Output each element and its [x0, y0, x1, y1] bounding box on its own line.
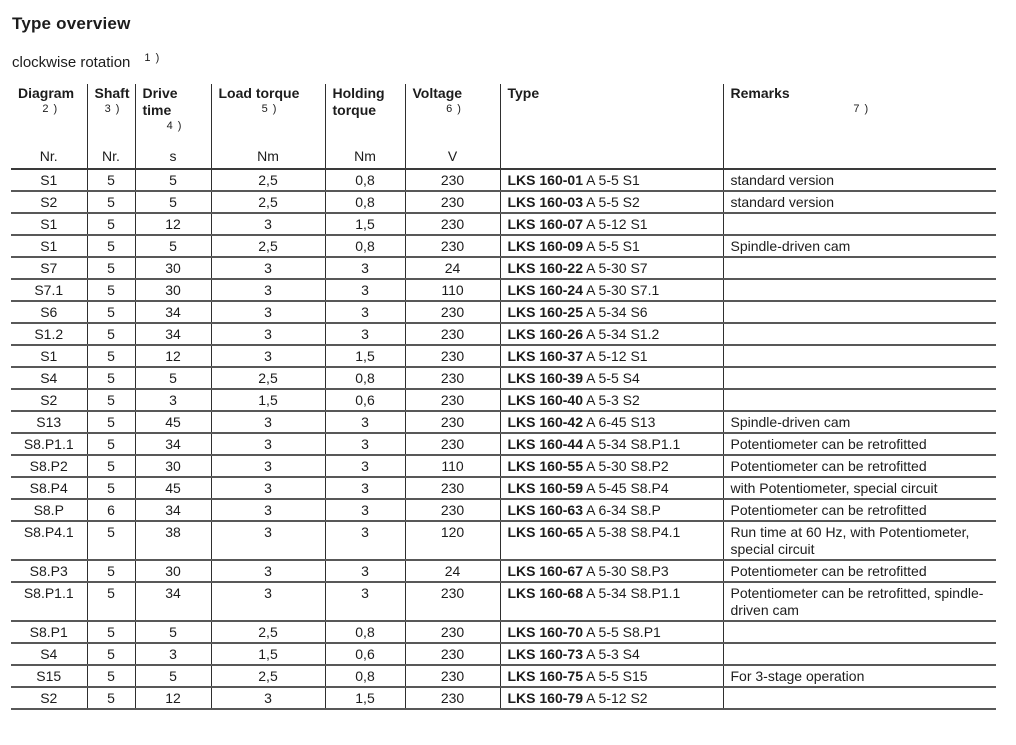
column-unit-diagram: Nr. — [11, 142, 87, 169]
column-label: Holding torque — [332, 85, 385, 118]
cell-drive-time: 5 — [135, 235, 211, 257]
cell-drive-time: 34 — [135, 433, 211, 455]
cell-shaft: 5 — [87, 345, 135, 367]
cell-type: LKS 160-07 A 5-12 S1 — [500, 213, 723, 235]
table-row — [11, 345, 996, 367]
cell-shaft: 5 — [87, 389, 135, 411]
column-header-drive-time — [135, 84, 211, 142]
cell-load-torque: 1,5 — [211, 389, 325, 411]
table-row — [11, 411, 996, 433]
column-header-voltage — [405, 84, 500, 142]
table-row — [11, 499, 996, 521]
cell-diagram: S1 — [11, 235, 87, 257]
type-code: LKS 160-75 — [507, 668, 583, 684]
type-overview-table — [11, 84, 996, 710]
cell-holding-torque: 0,8 — [325, 665, 405, 687]
cell-type: LKS 160-63 A 6-34 S8.P — [500, 499, 723, 521]
cell-drive-time: 45 — [135, 411, 211, 433]
cell-remarks: Potentiometer can be retrofitted — [723, 499, 996, 521]
cell-voltage: 24 — [405, 560, 500, 582]
cell-drive-time: 12 — [135, 213, 211, 235]
column-label: Voltage — [412, 85, 463, 101]
cell-drive-time: 30 — [135, 279, 211, 301]
cell-type: LKS 160-73 A 5-3 S4 — [500, 643, 723, 665]
cell-holding-torque: 3 — [325, 257, 405, 279]
table-row — [11, 433, 996, 455]
cell-shaft: 5 — [87, 169, 135, 191]
cell-diagram: S4 — [11, 367, 87, 389]
cell-holding-torque: 3 — [325, 455, 405, 477]
type-code: LKS 160-26 — [507, 326, 583, 342]
cell-shaft: 5 — [87, 643, 135, 665]
cell-voltage: 230 — [405, 621, 500, 643]
column-unit-type — [500, 142, 723, 169]
cell-load-torque: 2,5 — [211, 235, 325, 257]
type-code: LKS 160-55 — [507, 458, 583, 474]
cell-type: LKS 160-22 A 5-30 S7 — [500, 257, 723, 279]
column-label: Drive time — [142, 85, 178, 118]
footnote-reference: 4 ) — [166, 120, 183, 132]
column-header-holding-torque — [325, 84, 405, 142]
cell-shaft: 5 — [87, 433, 135, 455]
cell-drive-time: 12 — [135, 687, 211, 709]
cell-load-torque: 3 — [211, 411, 325, 433]
cell-drive-time: 34 — [135, 582, 211, 621]
cell-diagram: S2 — [11, 389, 87, 411]
cell-drive-time: 34 — [135, 499, 211, 521]
cell-shaft: 5 — [87, 411, 135, 433]
cell-diagram: S8.P1.1 — [11, 582, 87, 621]
cell-shaft: 5 — [87, 621, 135, 643]
cell-load-torque: 3 — [211, 560, 325, 582]
cell-drive-time: 5 — [135, 665, 211, 687]
cell-diagram: S7 — [11, 257, 87, 279]
cell-load-torque: 2,5 — [211, 665, 325, 687]
cell-type: LKS 160-44 A 5-34 S8.P1.1 — [500, 433, 723, 455]
table-row — [11, 621, 996, 643]
cell-shaft: 5 — [87, 560, 135, 582]
cell-holding-torque: 0,6 — [325, 389, 405, 411]
footnote-reference: 7 ) — [853, 103, 870, 115]
cell-remarks — [723, 213, 996, 235]
cell-remarks — [723, 345, 996, 367]
table-row — [11, 323, 996, 345]
cell-type: LKS 160-75 A 5-5 S15 — [500, 665, 723, 687]
column-header-shaft — [87, 84, 135, 142]
cell-diagram: S8.P1 — [11, 621, 87, 643]
footnote-reference-1: 1 ) — [144, 52, 161, 64]
cell-shaft: 5 — [87, 665, 135, 687]
cell-shaft: 5 — [87, 191, 135, 213]
table-row — [11, 477, 996, 499]
table-row — [11, 279, 996, 301]
cell-shaft: 5 — [87, 367, 135, 389]
cell-voltage: 230 — [405, 687, 500, 709]
cell-holding-torque: 0,8 — [325, 235, 405, 257]
cell-diagram: S2 — [11, 687, 87, 709]
cell-drive-time: 5 — [135, 621, 211, 643]
cell-remarks — [723, 389, 996, 411]
cell-voltage: 230 — [405, 433, 500, 455]
cell-holding-torque: 0,8 — [325, 191, 405, 213]
cell-holding-torque: 3 — [325, 521, 405, 560]
cell-type: LKS 160-59 A 5-45 S8.P4 — [500, 477, 723, 499]
cell-shaft: 5 — [87, 582, 135, 621]
column-unit-drive-time: s — [135, 142, 211, 169]
type-code: LKS 160-59 — [507, 480, 583, 496]
table-row — [11, 257, 996, 279]
type-code: LKS 160-25 — [507, 304, 583, 320]
cell-type: LKS 160-65 A 5-38 S8.P4.1 — [500, 521, 723, 560]
cell-voltage: 230 — [405, 301, 500, 323]
cell-drive-time: 30 — [135, 455, 211, 477]
type-code: LKS 160-24 — [507, 282, 583, 298]
cell-voltage: 230 — [405, 389, 500, 411]
cell-type: LKS 160-67 A 5-30 S8.P3 — [500, 560, 723, 582]
cell-remarks — [723, 687, 996, 709]
type-code: LKS 160-37 — [507, 348, 583, 364]
cell-holding-torque: 0,6 — [325, 643, 405, 665]
cell-drive-time: 34 — [135, 323, 211, 345]
cell-holding-torque: 3 — [325, 560, 405, 582]
table-row — [11, 521, 996, 560]
column-label: Remarks — [730, 85, 790, 101]
cell-voltage: 230 — [405, 665, 500, 687]
type-code: LKS 160-73 — [507, 646, 583, 662]
type-code: LKS 160-07 — [507, 216, 583, 232]
type-code: LKS 160-67 — [507, 563, 583, 579]
subtitle — [12, 54, 1005, 71]
cell-voltage: 24 — [405, 257, 500, 279]
cell-diagram: S8.P2 — [11, 455, 87, 477]
cell-diagram: S13 — [11, 411, 87, 433]
cell-shaft: 5 — [87, 213, 135, 235]
footnote-reference: 6 ) — [446, 103, 462, 115]
cell-load-torque: 3 — [211, 301, 325, 323]
cell-drive-time: 3 — [135, 643, 211, 665]
cell-shaft: 5 — [87, 477, 135, 499]
cell-remarks: Potentiometer can be retrofitted — [723, 560, 996, 582]
cell-remarks: Run time at 60 Hz, with Potentiometer, special circuit — [723, 521, 996, 560]
type-code: LKS 160-63 — [507, 502, 583, 518]
type-code: LKS 160-40 — [507, 392, 583, 408]
cell-load-torque: 3 — [211, 279, 325, 301]
cell-load-torque: 2,5 — [211, 169, 325, 191]
cell-remarks — [723, 621, 996, 643]
cell-load-torque: 3 — [211, 582, 325, 621]
footnote-reference: 2 ) — [42, 103, 59, 115]
table-row — [11, 301, 996, 323]
cell-diagram: S8.P1.1 — [11, 433, 87, 455]
table-row — [11, 389, 996, 411]
type-code: LKS 160-44 — [507, 436, 583, 452]
cell-voltage: 230 — [405, 643, 500, 665]
cell-holding-torque: 0,8 — [325, 169, 405, 191]
cell-shaft: 6 — [87, 499, 135, 521]
cell-shaft: 5 — [87, 257, 135, 279]
cell-load-torque: 2,5 — [211, 621, 325, 643]
page-title: Type overview — [12, 14, 131, 33]
cell-remarks — [723, 367, 996, 389]
cell-shaft: 5 — [87, 323, 135, 345]
cell-remarks: For 3-stage operation — [723, 665, 996, 687]
cell-voltage: 230 — [405, 345, 500, 367]
cell-load-torque: 3 — [211, 257, 325, 279]
cell-diagram: S2 — [11, 191, 87, 213]
footnote-reference: 3 ) — [104, 103, 121, 115]
cell-drive-time: 5 — [135, 169, 211, 191]
column-header-load-torque — [211, 84, 325, 142]
cell-holding-torque: 3 — [325, 499, 405, 521]
cell-type: LKS 160-24 A 5-30 S7.1 — [500, 279, 723, 301]
cell-load-torque: 3 — [211, 687, 325, 709]
cell-holding-torque: 3 — [325, 279, 405, 301]
cell-holding-torque: 3 — [325, 323, 405, 345]
footnote-reference: 5 ) — [261, 103, 278, 115]
cell-diagram: S8.P — [11, 499, 87, 521]
cell-type: LKS 160-39 A 5-5 S4 — [500, 367, 723, 389]
cell-diagram: S6 — [11, 301, 87, 323]
table-row — [11, 665, 996, 687]
cell-type: LKS 160-55 A 5-30 S8.P2 — [500, 455, 723, 477]
cell-drive-time: 5 — [135, 367, 211, 389]
cell-remarks: Spindle-driven cam — [723, 235, 996, 257]
cell-load-torque: 3 — [211, 345, 325, 367]
cell-remarks — [723, 279, 996, 301]
table-row — [11, 455, 996, 477]
table-row — [11, 213, 996, 235]
table-row — [11, 169, 996, 191]
cell-holding-torque: 3 — [325, 477, 405, 499]
cell-voltage: 230 — [405, 169, 500, 191]
subtitle-text: clockwise rotation — [12, 54, 131, 71]
cell-holding-torque: 1,5 — [325, 687, 405, 709]
cell-remarks — [723, 301, 996, 323]
cell-type: LKS 160-03 A 5-5 S2 — [500, 191, 723, 213]
type-code: LKS 160-03 — [507, 194, 583, 210]
cell-diagram: S15 — [11, 665, 87, 687]
cell-remarks — [723, 643, 996, 665]
cell-load-torque: 3 — [211, 499, 325, 521]
cell-load-torque: 3 — [211, 213, 325, 235]
cell-load-torque: 2,5 — [211, 367, 325, 389]
cell-load-torque: 3 — [211, 455, 325, 477]
cell-remarks: with Potentiometer, special circuit — [723, 477, 996, 499]
cell-diagram: S1 — [11, 169, 87, 191]
cell-type: LKS 160-40 A 5-3 S2 — [500, 389, 723, 411]
cell-type: LKS 160-68 A 5-34 S8.P1.1 — [500, 582, 723, 621]
column-header-diagram — [11, 84, 87, 142]
cell-diagram: S4 — [11, 643, 87, 665]
table-row — [11, 191, 996, 213]
cell-type: LKS 160-70 A 5-5 S8.P1 — [500, 621, 723, 643]
column-unit-remarks — [723, 142, 996, 169]
cell-load-torque: 3 — [211, 433, 325, 455]
cell-holding-torque: 0,8 — [325, 621, 405, 643]
type-code: LKS 160-01 — [507, 172, 583, 188]
cell-diagram: S8.P3 — [11, 560, 87, 582]
cell-voltage: 230 — [405, 235, 500, 257]
cell-load-torque: 3 — [211, 521, 325, 560]
cell-load-torque: 1,5 — [211, 643, 325, 665]
cell-drive-time: 30 — [135, 560, 211, 582]
cell-voltage: 230 — [405, 367, 500, 389]
cell-type: LKS 160-37 A 5-12 S1 — [500, 345, 723, 367]
table-body — [11, 169, 996, 709]
cell-voltage: 230 — [405, 191, 500, 213]
cell-voltage: 110 — [405, 279, 500, 301]
table-row — [11, 687, 996, 709]
cell-type: LKS 160-79 A 5-12 S2 — [500, 687, 723, 709]
cell-diagram: S7.1 — [11, 279, 87, 301]
column-header-type — [500, 84, 723, 142]
cell-diagram: S8.P4.1 — [11, 521, 87, 560]
column-header-remarks — [723, 84, 996, 142]
cell-drive-time: 12 — [135, 345, 211, 367]
table-row — [11, 235, 996, 257]
cell-voltage: 230 — [405, 323, 500, 345]
cell-remarks: standard version — [723, 169, 996, 191]
cell-holding-torque: 1,5 — [325, 345, 405, 367]
cell-voltage: 110 — [405, 455, 500, 477]
table-row — [11, 582, 996, 621]
cell-voltage: 230 — [405, 477, 500, 499]
cell-drive-time: 30 — [135, 257, 211, 279]
cell-voltage: 230 — [405, 582, 500, 621]
column-unit-load-torque: Nm — [211, 142, 325, 169]
cell-voltage: 120 — [405, 521, 500, 560]
cell-shaft: 5 — [87, 301, 135, 323]
column-unit-shaft: Nr. — [87, 142, 135, 169]
cell-holding-torque: 3 — [325, 433, 405, 455]
cell-remarks: Potentiometer can be retrofitted — [723, 455, 996, 477]
cell-load-torque: 3 — [211, 323, 325, 345]
cell-holding-torque: 3 — [325, 582, 405, 621]
cell-remarks: Potentiometer can be retrofitted, spindle-driven cam — [723, 582, 996, 621]
table-row — [11, 643, 996, 665]
cell-drive-time: 38 — [135, 521, 211, 560]
type-code: LKS 160-70 — [507, 624, 583, 640]
column-unit-holding-torque: Nm — [325, 142, 405, 169]
cell-drive-time: 3 — [135, 389, 211, 411]
cell-holding-torque: 3 — [325, 411, 405, 433]
cell-holding-torque: 0,8 — [325, 367, 405, 389]
cell-diagram: S1 — [11, 345, 87, 367]
cell-shaft: 5 — [87, 279, 135, 301]
column-label: Load torque — [218, 85, 300, 101]
cell-remarks — [723, 323, 996, 345]
table-row — [11, 560, 996, 582]
cell-type: LKS 160-26 A 5-34 S1.2 — [500, 323, 723, 345]
type-code: LKS 160-22 — [507, 260, 583, 276]
table-row — [11, 367, 996, 389]
cell-type: LKS 160-01 A 5-5 S1 — [500, 169, 723, 191]
cell-remarks: standard version — [723, 191, 996, 213]
cell-shaft: 5 — [87, 455, 135, 477]
column-label: Shaft — [94, 85, 130, 101]
table-header — [11, 84, 996, 169]
type-code: LKS 160-68 — [507, 585, 583, 601]
cell-voltage: 230 — [405, 411, 500, 433]
cell-drive-time: 45 — [135, 477, 211, 499]
cell-voltage: 230 — [405, 213, 500, 235]
cell-type: LKS 160-42 A 6-45 S13 — [500, 411, 723, 433]
column-label: Diagram — [18, 85, 75, 101]
type-code: LKS 160-39 — [507, 370, 583, 386]
cell-holding-torque: 3 — [325, 301, 405, 323]
cell-shaft: 5 — [87, 687, 135, 709]
cell-remarks: Spindle-driven cam — [723, 411, 996, 433]
column-unit-voltage: V — [405, 142, 500, 169]
cell-diagram: S8.P4 — [11, 477, 87, 499]
type-code: LKS 160-65 — [507, 524, 583, 540]
cell-remarks — [723, 257, 996, 279]
type-code: LKS 160-42 — [507, 414, 583, 430]
type-code: LKS 160-79 — [507, 690, 583, 706]
cell-shaft: 5 — [87, 235, 135, 257]
type-code: LKS 160-09 — [507, 238, 583, 254]
cell-load-torque: 3 — [211, 477, 325, 499]
cell-drive-time: 5 — [135, 191, 211, 213]
column-label: Type — [507, 85, 540, 101]
cell-load-torque: 2,5 — [211, 191, 325, 213]
cell-shaft: 5 — [87, 521, 135, 560]
cell-voltage: 230 — [405, 499, 500, 521]
cell-type: LKS 160-09 A 5-5 S1 — [500, 235, 723, 257]
cell-type: LKS 160-25 A 5-34 S6 — [500, 301, 723, 323]
cell-drive-time: 34 — [135, 301, 211, 323]
cell-remarks: Potentiometer can be retrofitted — [723, 433, 996, 455]
cell-diagram: S1.2 — [11, 323, 87, 345]
cell-diagram: S1 — [11, 213, 87, 235]
cell-holding-torque: 1,5 — [325, 213, 405, 235]
